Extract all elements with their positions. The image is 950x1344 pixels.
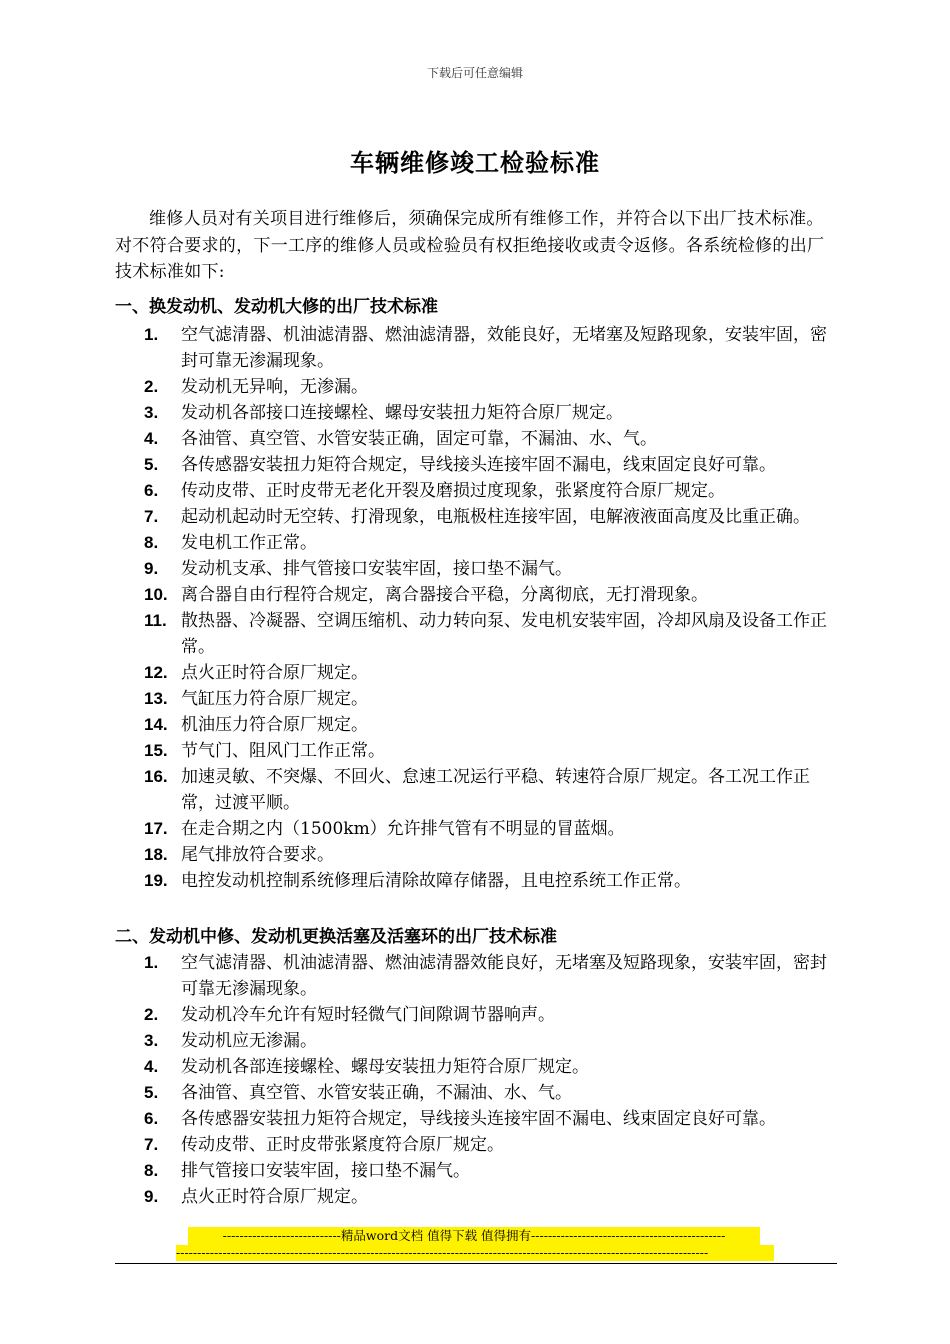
list-item xyxy=(115,764,840,816)
item-number: 5. xyxy=(144,455,159,474)
list-item xyxy=(115,1132,840,1158)
item-number: 2. xyxy=(144,377,159,396)
item-text: 散热器、冷凝器、空调压缩机、动力转向泵、发电机安装牢固，冷却风扇及设备工作正常。 xyxy=(181,611,827,657)
item-text: 加速灵敏、不突爆、不回火、怠速工况运行平稳、转速符合原厂规定。各工况工作正常，过渡平顺。 xyxy=(181,767,810,813)
item-text: 机油压力符合原厂规定。 xyxy=(181,715,368,735)
list-item xyxy=(115,478,840,504)
section-2-list xyxy=(115,950,840,1210)
intro-paragraph: 维修人员对有关项目进行维修后，须确保完成所有维修工作，并符合以下出厂技术标准。对不符合要求的，下一工序的维修人员或检验员有权拒绝接收或责令返修。各系统检修的出厂技术标准如下: xyxy=(115,209,825,282)
list-item xyxy=(115,686,840,712)
item-text: 点火正时符合原厂规定。 xyxy=(181,663,368,683)
item-number: 4. xyxy=(144,1057,159,1076)
list-item xyxy=(115,660,840,686)
item-text: 各油管、真空管、水管安装正确，固定可靠，不漏油、水、气。 xyxy=(181,429,657,449)
list-item xyxy=(115,556,840,582)
item-text: 各传感器安装扭力矩符合规定，导线接头连接牢固不漏电，线束固定良好可靠。 xyxy=(181,455,776,475)
section-heading-2: 二、发动机中修、发动机更换活塞及活塞环的出厂技术标准 xyxy=(115,927,557,947)
list-item xyxy=(115,1028,840,1054)
section-heading-1: 一、换发动机、发动机大修的出厂技术标准 xyxy=(115,297,438,317)
list-item xyxy=(115,504,840,530)
item-number: 4. xyxy=(144,429,159,448)
item-number: 3. xyxy=(144,1031,159,1050)
item-text: 排气管接口安装牢固，接口垫不漏气。 xyxy=(181,1161,470,1181)
item-text: 电控发动机控制系统修理后清除故障存储器，且电控系统工作正常。 xyxy=(181,871,691,891)
item-text: 发动机无异响，无渗漏。 xyxy=(181,377,368,397)
list-item xyxy=(115,582,840,608)
list-item xyxy=(115,950,840,1002)
item-text: 各油管、真空管、水管安装正确，不漏油、水、气。 xyxy=(181,1083,572,1103)
item-text: 发动机冷车允许有短时轻微气门间隙调节器响声。 xyxy=(181,1005,555,1025)
list-item xyxy=(115,712,840,738)
list-item xyxy=(115,816,840,842)
document-title: 车辆维修竣工检验标准 xyxy=(350,148,600,177)
list-item xyxy=(115,1002,840,1028)
item-number: 5. xyxy=(144,1083,159,1102)
list-item xyxy=(115,452,840,478)
item-number: 17. xyxy=(144,819,168,838)
item-text: 离合器自由行程符合规定，离合器接合平稳，分离彻底，无打滑现象。 xyxy=(181,585,708,605)
item-text: 节气门、阻风门工作正常。 xyxy=(181,741,385,761)
item-number: 19. xyxy=(144,871,168,890)
item-number: 9. xyxy=(144,559,159,578)
item-number: 10. xyxy=(144,585,168,604)
item-number: 7. xyxy=(144,1135,159,1154)
item-number: 9. xyxy=(144,1187,159,1206)
item-number: 11. xyxy=(144,611,167,630)
item-text: 在走合期之内（1500km）允许排气管有不明显的冒蓝烟。 xyxy=(181,819,625,839)
item-number: 7. xyxy=(144,507,159,526)
list-item xyxy=(115,1080,840,1106)
item-number: 13. xyxy=(144,689,168,708)
list-item xyxy=(115,426,840,452)
list-item xyxy=(115,608,840,660)
item-number: 8. xyxy=(144,1161,159,1180)
list-item xyxy=(115,1054,840,1080)
item-number: 3. xyxy=(144,403,159,422)
item-number: 6. xyxy=(144,481,159,500)
item-number: 16. xyxy=(144,767,168,786)
item-text: 各传感器安装扭力矩符合规定，导线接头连接牢固不漏电、线束固定良好可靠。 xyxy=(181,1109,776,1129)
item-number: 1. xyxy=(144,953,159,972)
item-text: 尾气排放符合要求。 xyxy=(181,845,334,865)
item-text: 发电机工作正常。 xyxy=(181,533,317,553)
item-number: 15. xyxy=(144,741,168,760)
footer-rule xyxy=(115,1263,837,1264)
list-item xyxy=(115,842,840,868)
item-text: 空气滤清器、机油滤清器、燃油滤清器，效能良好，无堵塞及短路现象，安装牢固，密封可靠无渗漏现象。 xyxy=(181,325,827,371)
list-item xyxy=(115,1158,840,1184)
list-item xyxy=(115,322,840,374)
item-text: 发动机各部接口连接螺栓、螺母安装扭力矩符合原厂规定。 xyxy=(181,403,623,423)
item-number: 8. xyxy=(144,533,159,552)
list-item xyxy=(115,1184,840,1210)
list-item xyxy=(115,1106,840,1132)
item-number: 6. xyxy=(144,1109,159,1128)
list-item xyxy=(115,530,840,556)
item-number: 14. xyxy=(144,715,168,734)
item-text: 发动机应无渗漏。 xyxy=(181,1031,317,1051)
item-text: 发动机支承、排气管接口安装牢固，接口垫不漏气。 xyxy=(181,559,572,579)
list-item xyxy=(115,400,840,426)
item-text: 传动皮带、正时皮带张紧度符合原厂规定。 xyxy=(181,1135,504,1155)
section-1-list xyxy=(115,322,840,894)
item-text: 空气滤清器、机油滤清器、燃油滤清器效能良好，无堵塞及短路现象，安装牢固，密封可靠无渗漏现象。 xyxy=(181,953,827,999)
item-text: 起动机起动时无空转、打滑现象，电瓶极柱连接牢固，电解液液面高度及比重正确。 xyxy=(181,507,810,527)
item-number: 1. xyxy=(144,325,159,344)
item-number: 2. xyxy=(144,1005,159,1024)
list-item xyxy=(115,738,840,764)
item-text: 传动皮带、正时皮带无老化开裂及磨损过度现象，张紧度符合原厂规定。 xyxy=(181,481,725,501)
header-note: 下载后可任意编辑 xyxy=(426,66,523,80)
item-number: 18. xyxy=(144,845,168,864)
item-text: 发动机各部连接螺栓、螺母安装扭力矩符合原厂规定。 xyxy=(181,1057,589,1077)
item-text: 点火正时符合原厂规定。 xyxy=(181,1187,368,1207)
item-text: 气缸压力符合原厂规定。 xyxy=(181,689,368,709)
list-item xyxy=(115,868,840,894)
item-number: 12. xyxy=(144,663,168,682)
footer-dashes: ------------------------------------------------------------------------------------------------------------------------------ xyxy=(176,1245,774,1261)
footer-banner: ----------------------------精品word文档 值得下载 值得拥有---------------------------------------------- xyxy=(188,1227,760,1245)
list-item xyxy=(115,374,840,400)
